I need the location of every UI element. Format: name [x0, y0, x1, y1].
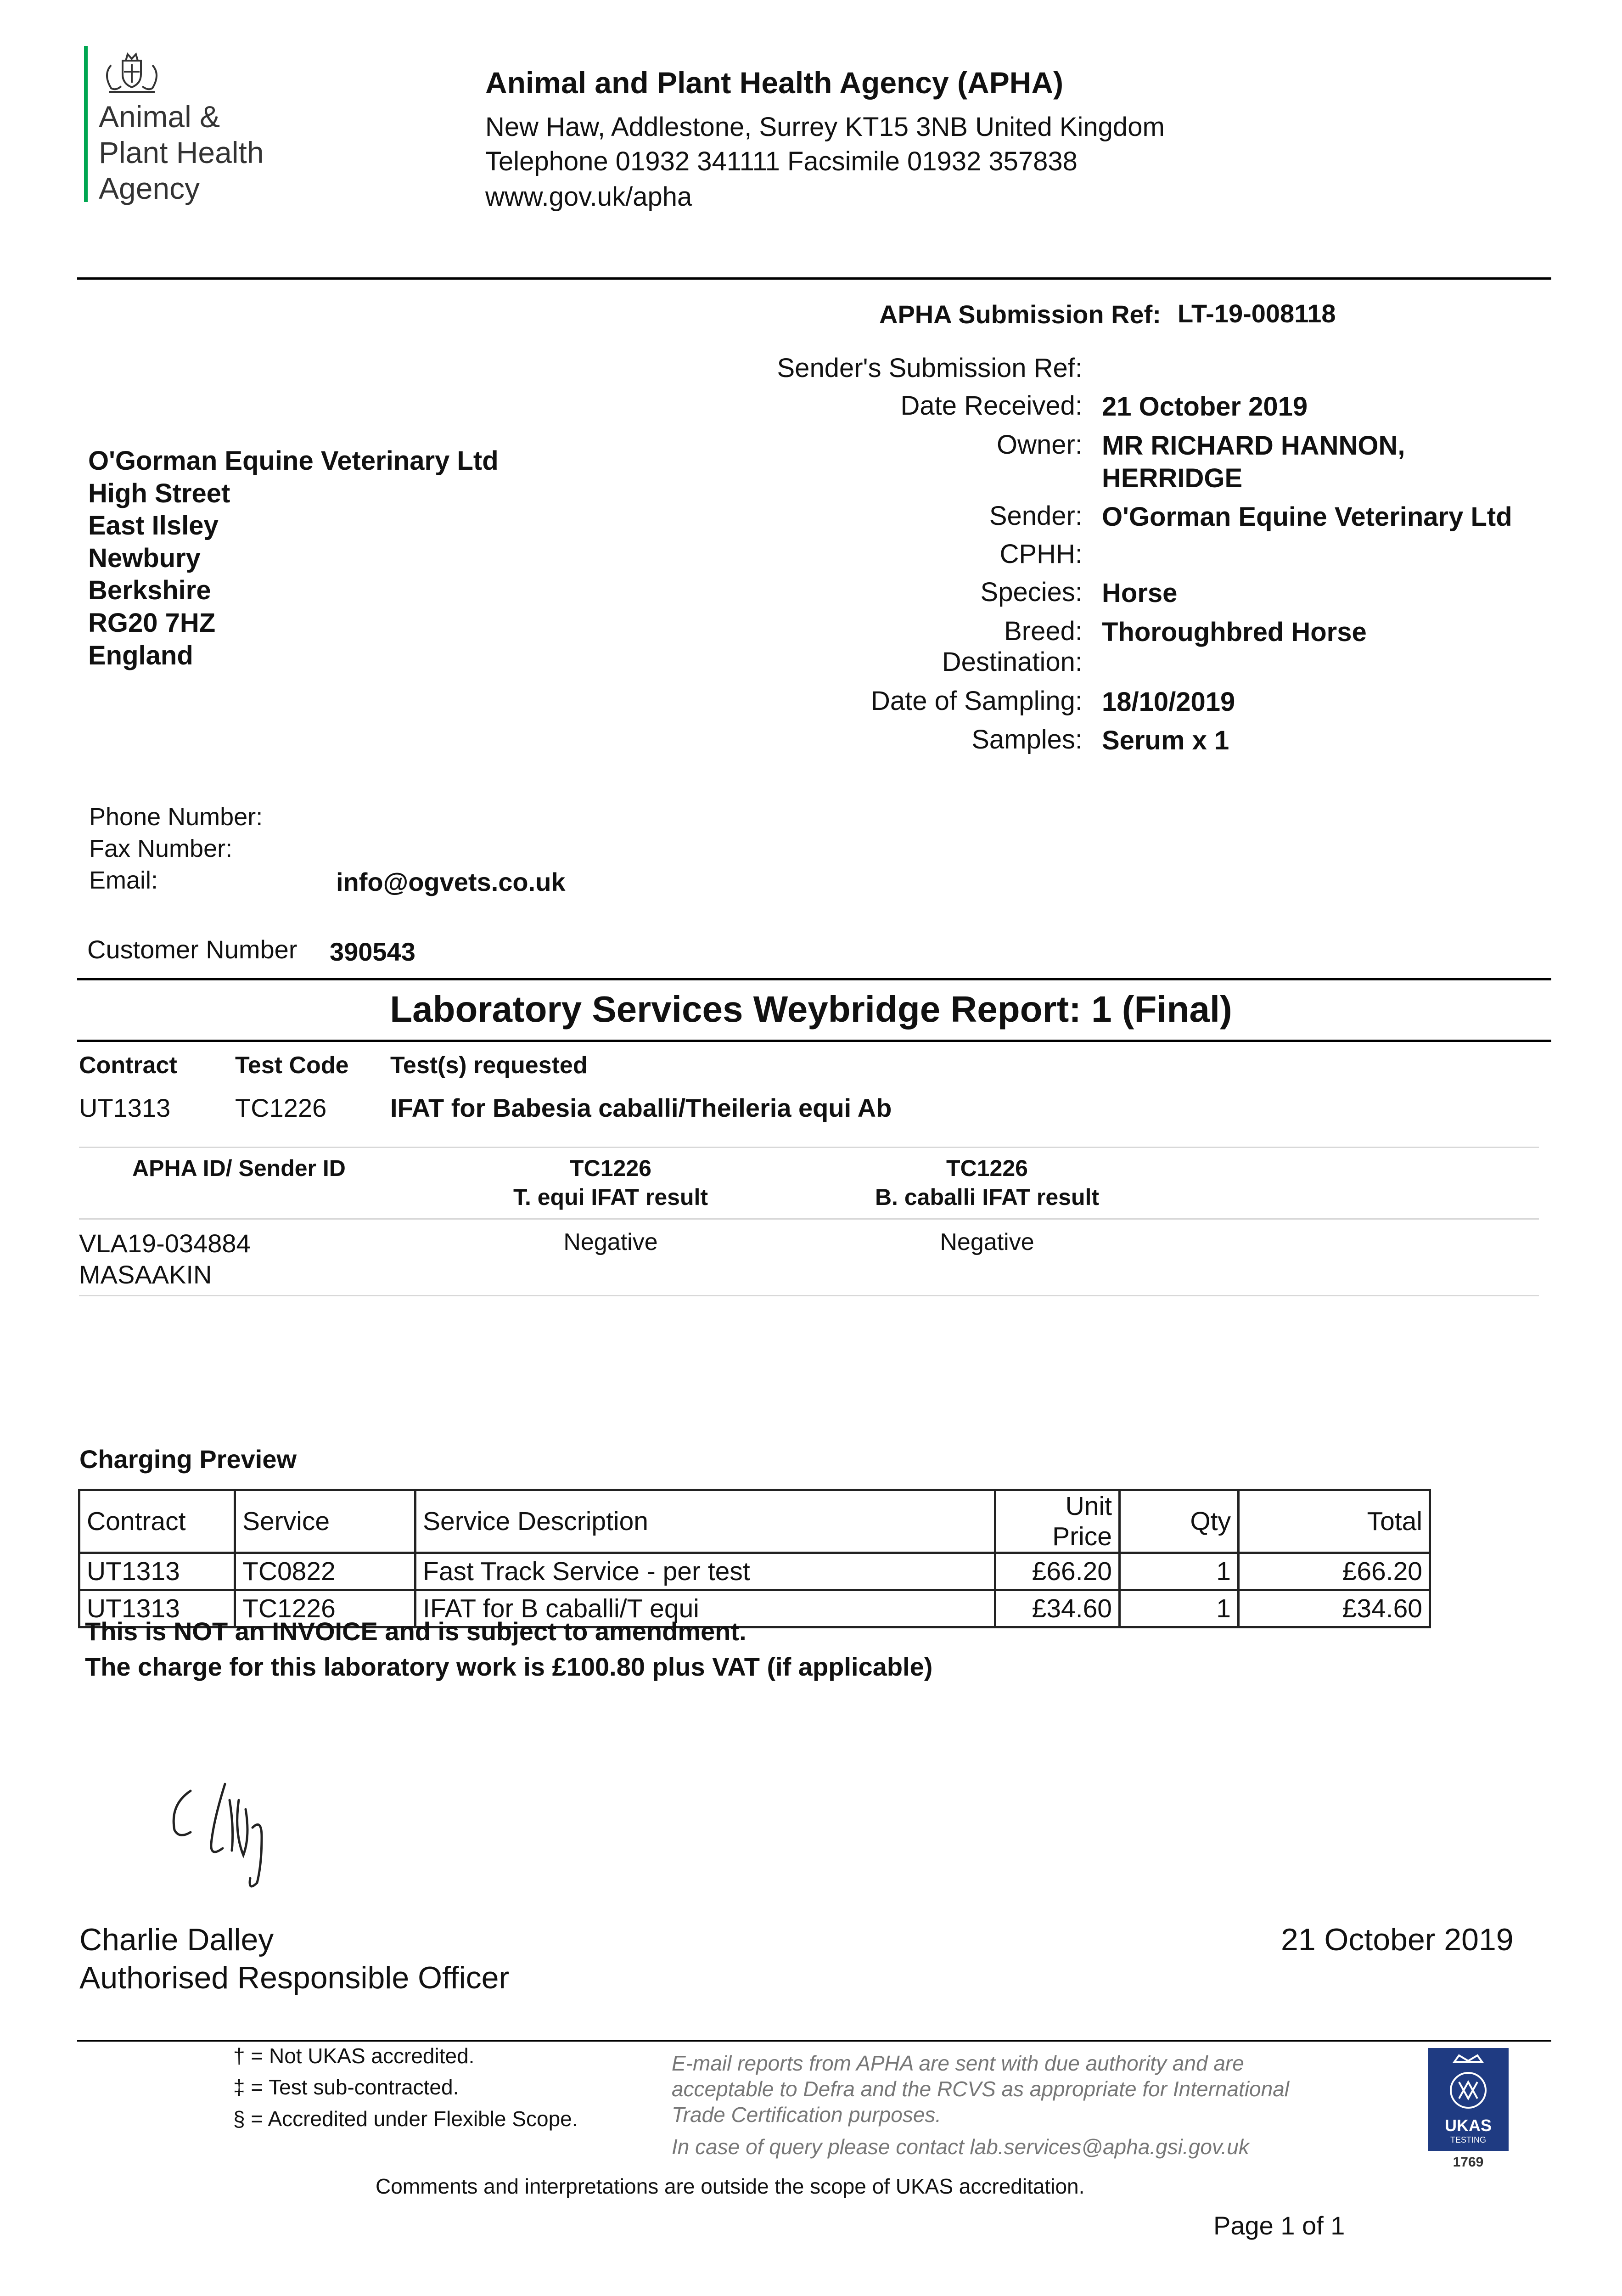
legend-not-accredited: † = Not UKAS accredited. [233, 2044, 475, 2068]
sender-label: Sender: [989, 501, 1083, 531]
charging-col-service: Service [235, 1490, 415, 1553]
b-caballi-name-header: B. caballi IFAT result [875, 1184, 1100, 1210]
t-equi-code-header: TC1226 [570, 1155, 651, 1181]
ukas-number: 1769 [1453, 2155, 1484, 2170]
b-caballi-result: Negative [940, 1229, 1034, 1255]
breed-value: Thoroughbred Horse [1102, 617, 1367, 647]
ukas-comments-note: Comments and interpretations are outside the scope of UKAS accreditation. [376, 2174, 1085, 2198]
cphh-label: CPHH: [999, 539, 1083, 569]
owner-line2: HERRIDGE [1102, 463, 1243, 493]
owner-label: Owner: [997, 430, 1083, 460]
footer-divider [77, 2040, 1551, 2042]
results-top-line [79, 1147, 1539, 1148]
not-invoice-note: This is NOT an INVOICE and is subject to amendment. [85, 1617, 746, 1646]
samples-label: Samples: [971, 725, 1083, 754]
date-received: 21 October 2019 [1102, 392, 1308, 422]
charging-col-description: Service Description [415, 1490, 995, 1553]
customer-number-label: Customer Number [87, 935, 297, 964]
row-description: IFAT for B caballi/T equi [415, 1590, 995, 1627]
sample-id: VLA19-034884 [79, 1229, 251, 1258]
signature-date: 21 October 2019 [1281, 1922, 1514, 1957]
row-qty: 1 [1120, 1553, 1239, 1590]
t-equi-name-header: T. equi IFAT result [513, 1184, 708, 1210]
test-name: IFAT for Babesia caballi/Theileria equi Ab [390, 1093, 892, 1122]
sender-ref-label: Sender's Submission Ref: [777, 353, 1083, 383]
legend-subcontracted: ‡ = Test sub-contracted. [233, 2075, 459, 2099]
contract-header: Contract [79, 1052, 177, 1079]
fax-label: Fax Number: [89, 835, 233, 862]
row-description: Fast Track Service - per test [415, 1553, 995, 1590]
logo-text-line2: Plant Health [99, 135, 264, 169]
species-label: Species: [980, 577, 1083, 607]
query-contact-note: In case of query please contact lab.services@apha.gsi.gov.uk [672, 2135, 1249, 2159]
sampling-date-label: Date of Sampling: [870, 686, 1083, 716]
results-bottom-line [79, 1295, 1539, 1296]
agency-website: www.gov.uk/apha [485, 182, 692, 212]
officer-name: Charlie Dalley [79, 1922, 274, 1957]
breed-label: Breed: [1004, 616, 1083, 646]
recipient-county: Berkshire [88, 575, 211, 605]
ukas-badge [1428, 2048, 1509, 2151]
logo-text-line1: Animal & [99, 100, 220, 134]
submission-ref: LT-19-008118 [1178, 299, 1336, 328]
row-total: £66.20 [1239, 1553, 1430, 1590]
ukas-sub-label: TESTING [1450, 2135, 1486, 2144]
email-note-line2: acceptable to Defra and the RCVS as appropriate for International [672, 2077, 1290, 2101]
phone-label: Phone Number: [89, 803, 263, 831]
charging-col-unit-price: Unit Price [995, 1490, 1120, 1553]
row-unit-price: £66.20 [995, 1553, 1120, 1590]
legend-flexible-scope: § = Accredited under Flexible Scope. [233, 2107, 578, 2131]
ukas-crown-icon [1428, 2048, 1509, 2117]
charging-title: Charging Preview [79, 1445, 297, 1474]
email-value: info@ogvets.co.uk [336, 867, 566, 896]
row-qty: 1 [1120, 1590, 1239, 1627]
table-row [79, 1553, 1430, 1590]
page-number: Page 1 of 1 [1213, 2211, 1345, 2240]
logo-text-line3: Agency [99, 171, 200, 205]
contract-value: UT1313 [79, 1093, 171, 1122]
samples-value: Serum x 1 [1102, 726, 1229, 755]
recipient-country: England [88, 641, 193, 670]
recipient-name: O'Gorman Equine Veterinary Ltd [88, 446, 499, 476]
charging-col-qty: Qty [1120, 1490, 1239, 1553]
charging-col-total: Total [1239, 1490, 1430, 1553]
report-title: Laboratory Services Weybridge Report: 1 (Final) [390, 989, 1232, 1030]
email-label: Email: [89, 867, 158, 894]
royal-crest-icon [97, 42, 166, 97]
row-contract: UT1313 [79, 1553, 235, 1590]
charge-total-note: The charge for this laboratory work is £100.80 plus VAT (if applicable) [85, 1652, 933, 1681]
charging-header-row [79, 1490, 1430, 1553]
b-caballi-code-header: TC1226 [946, 1155, 1028, 1181]
tests-requested-header: Test(s) requested [390, 1052, 588, 1079]
results-id-header: APHA ID/ Sender ID [132, 1155, 346, 1181]
row-total: £34.60 [1239, 1590, 1430, 1627]
charging-table [78, 1489, 1431, 1628]
recipient-street: High Street [88, 478, 230, 508]
officer-role: Authorised Responsible Officer [79, 1960, 510, 1995]
results-header-line [79, 1218, 1539, 1220]
species-value: Horse [1102, 578, 1178, 608]
agency-address: New Haw, Addlestone, Surrey KT15 3NB United Kingdom [485, 112, 1165, 142]
recipient-town: Newbury [88, 543, 201, 573]
row-unit-price: £34.60 [995, 1590, 1120, 1627]
date-received-label: Date Received: [900, 391, 1083, 421]
t-equi-result: Negative [563, 1229, 658, 1255]
row-service: TC1226 [235, 1590, 415, 1627]
sender-value: O'Gorman Equine Veterinary Ltd [1102, 502, 1512, 532]
recipient-locality: East Ilsley [88, 511, 219, 540]
row-service: TC0822 [235, 1553, 415, 1590]
submission-ref-label: APHA Submission Ref: [879, 300, 1161, 329]
sender-sample-id: MASAAKIN [79, 1260, 212, 1289]
agency-phone: Telephone 01932 341111 Facsimile 01932 357838 [485, 146, 1078, 176]
test-code-header: Test Code [235, 1052, 349, 1079]
owner-line1: MR RICHARD HANNON, [1102, 431, 1405, 461]
email-note-line3: Trade Certification purposes. [672, 2103, 942, 2127]
report-title-rule [77, 1040, 1551, 1042]
destination-label: Destination: [942, 647, 1083, 677]
header-divider [77, 277, 1551, 280]
email-note-line1: E-mail reports from APHA are sent with due authority and are [672, 2051, 1244, 2075]
signature-image [165, 1773, 312, 1896]
charging-col-contract: Contract [79, 1490, 235, 1553]
report-top-rule [77, 978, 1551, 980]
agency-name: Animal and Plant Health Agency (APHA) [485, 66, 1064, 100]
logo-green-bar [84, 46, 88, 202]
test-code-value: TC1226 [235, 1093, 327, 1122]
customer-number: 390543 [330, 937, 415, 966]
recipient-postcode: RG20 7HZ [88, 608, 216, 638]
sampling-date: 18/10/2019 [1102, 687, 1235, 717]
ukas-label: UKAS [1444, 2116, 1492, 2135]
row-contract: UT1313 [79, 1590, 235, 1627]
